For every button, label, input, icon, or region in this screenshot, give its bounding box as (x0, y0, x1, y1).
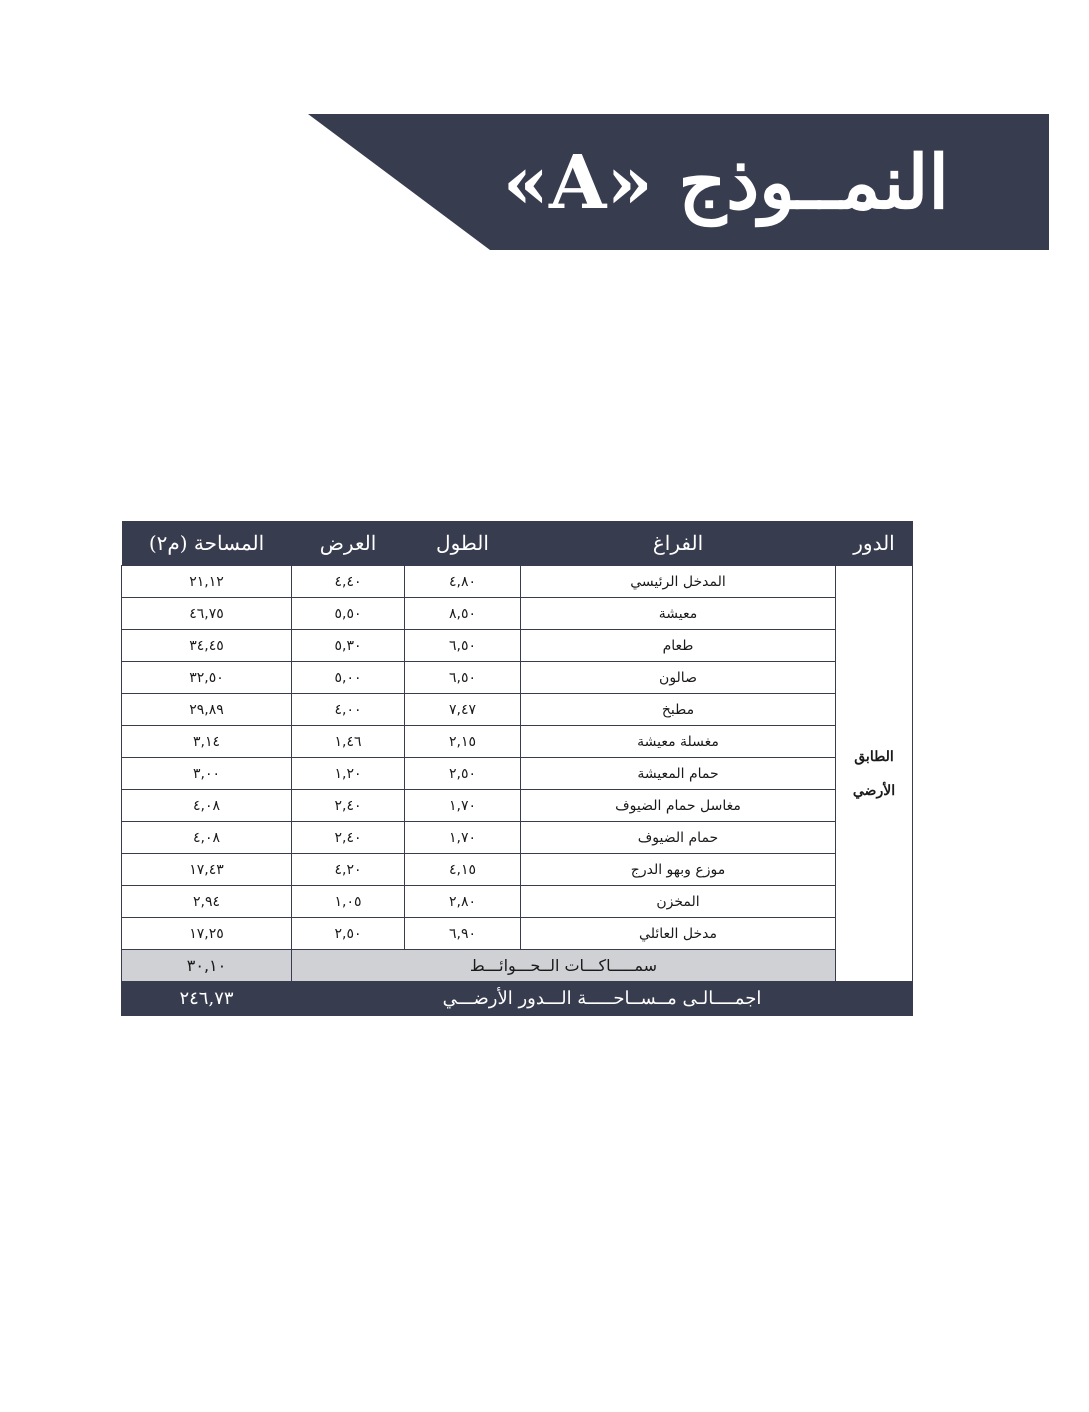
header-floor: الدور (836, 521, 913, 566)
total-row (122, 982, 913, 1016)
cell-length: ٨,٥٠ (405, 598, 521, 630)
table-row (122, 790, 913, 822)
table-row (122, 886, 913, 918)
cell-space: مغاسل حمام الضيوف (521, 790, 836, 822)
cell-area: ٢٩,٨٩ (122, 694, 292, 726)
cell-length: ٢,١٥ (405, 726, 521, 758)
cell-width: ٥,٣٠ (292, 630, 405, 662)
cell-length: ٧,٤٧ (405, 694, 521, 726)
table-row (122, 630, 913, 662)
cell-space: مدخل العائلي (521, 918, 836, 950)
cell-area: ٤,٠٨ (122, 822, 292, 854)
cell-length: ٤,٨٠ (405, 566, 521, 598)
cell-width: ٢,٥٠ (292, 918, 405, 950)
cell-width: ١,٠٥ (292, 886, 405, 918)
table-row (122, 662, 913, 694)
table-row (122, 726, 913, 758)
cell-space: مطبخ (521, 694, 836, 726)
cell-width: ١,٤٦ (292, 726, 405, 758)
cell-space: معيشة (521, 598, 836, 630)
spaces-table (121, 521, 913, 1016)
cell-area: ٢١,١٢ (122, 566, 292, 598)
cell-length: ٤,١٥ (405, 854, 521, 886)
floor-label: الطابق الأرضي (836, 566, 913, 982)
table-row (122, 758, 913, 790)
cell-length: ١,٧٠ (405, 822, 521, 854)
cell-length: ٢,٥٠ (405, 758, 521, 790)
cell-width: ٤,٠٠ (292, 694, 405, 726)
cell-area: ٣,١٤ (122, 726, 292, 758)
cell-length: ٦,٥٠ (405, 630, 521, 662)
cell-space: المدخل الرئيسي (521, 566, 836, 598)
table-row (122, 822, 913, 854)
cell-space: طعام (521, 630, 836, 662)
total-area: ٢٤٦,٧٣ (122, 982, 292, 1016)
cell-length: ١,٧٠ (405, 790, 521, 822)
title-banner (0, 0, 1089, 260)
cell-area: ٣,٠٠ (122, 758, 292, 790)
cell-width: ٥,٥٠ (292, 598, 405, 630)
cell-space: صالون (521, 662, 836, 694)
cell-space: موزع وبهو الدرج (521, 854, 836, 886)
cell-width: ٤,٤٠ (292, 566, 405, 598)
table-row (122, 854, 913, 886)
cell-width: ٢,٤٠ (292, 790, 405, 822)
cell-area: ٢,٩٤ (122, 886, 292, 918)
cell-space: حمام المعيشة (521, 758, 836, 790)
total-label: اجمــــالـى مــســاحـــــة الـــدور الأرضـــي (292, 982, 913, 1016)
header-area: المساحة (م٢) (122, 521, 292, 566)
cell-space: حمام الضيوف (521, 822, 836, 854)
cell-area: ٤٦,٧٥ (122, 598, 292, 630)
cell-width: ٢,٤٠ (292, 822, 405, 854)
cell-length: ٢,٨٠ (405, 886, 521, 918)
header-space: الفراغ (521, 521, 836, 566)
cell-area: ٣٢,٥٠ (122, 662, 292, 694)
cell-length: ٦,٥٠ (405, 662, 521, 694)
table-row (122, 566, 913, 598)
cell-area: ٣٤,٤٥ (122, 630, 292, 662)
table-row (122, 694, 913, 726)
cell-area: ١٧,٢٥ (122, 918, 292, 950)
header-width: العرض (292, 521, 405, 566)
cell-area: ١٧,٤٣ (122, 854, 292, 886)
cell-space: المخزن (521, 886, 836, 918)
cell-length: ٦,٩٠ (405, 918, 521, 950)
walls-row (122, 950, 913, 982)
header-length: الطول (405, 521, 521, 566)
walls-area: ٣٠,١٠ (122, 950, 292, 982)
table-header-row (122, 521, 913, 566)
cell-area: ٤,٠٨ (122, 790, 292, 822)
table-row (122, 598, 913, 630)
cell-width: ٤,٢٠ (292, 854, 405, 886)
page-title: النمــوذج «A» (502, 140, 949, 226)
table-row (122, 918, 913, 950)
cell-width: ١,٢٠ (292, 758, 405, 790)
walls-label: سمـــــاكـــات الــحـــوائـــط (292, 950, 836, 982)
cell-space: مغسلة معيشة (521, 726, 836, 758)
cell-width: ٥,٠٠ (292, 662, 405, 694)
